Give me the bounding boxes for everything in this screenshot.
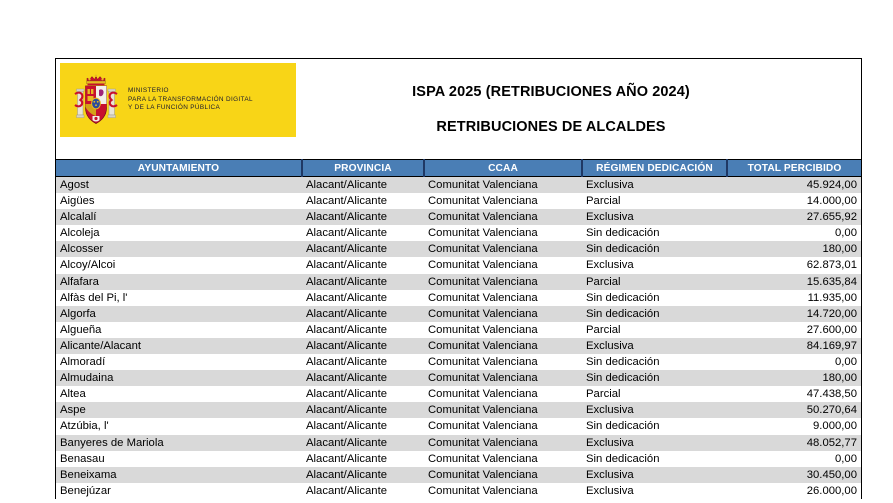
ministry-line-3: Y DE LA FUNCIÓN PÚBLICA — [128, 104, 221, 112]
cell-total-percibido: 180,00 — [727, 370, 861, 386]
cell-regimen-dedicacion: Parcial — [582, 386, 727, 402]
ministry-line-1: MINISTERIO — [128, 87, 169, 95]
column-header-ayuntamiento[interactable]: AYUNTAMIENTO — [56, 160, 302, 177]
cell-provincia: Alacant/Alicante — [302, 177, 424, 194]
cell-regimen-dedicacion: Sin dedicación — [582, 225, 727, 241]
table-row[interactable] — [56, 402, 861, 418]
report-banner — [56, 59, 861, 159]
cell-provincia: Alacant/Alicante — [302, 354, 424, 370]
cell-total-percibido: 0,00 — [727, 225, 861, 241]
table-row[interactable] — [56, 483, 861, 499]
report-titles — [301, 59, 861, 159]
cell-regimen-dedicacion: Sin dedicación — [582, 370, 727, 386]
table-header-row — [56, 160, 861, 177]
cell-total-percibido: 26.000,00 — [727, 483, 861, 499]
cell-provincia: Alacant/Alicante — [302, 370, 424, 386]
cell-total-percibido: 14.720,00 — [727, 306, 861, 322]
cell-ccaa: Comunitat Valenciana — [424, 322, 582, 338]
table-row[interactable] — [56, 467, 861, 483]
cell-ccaa: Comunitat Valenciana — [424, 257, 582, 273]
cell-ccaa: Comunitat Valenciana — [424, 467, 582, 483]
cell-ayuntamiento: Aspe — [56, 402, 302, 418]
cell-ccaa: Comunitat Valenciana — [424, 193, 582, 209]
cell-ccaa: Comunitat Valenciana — [424, 483, 582, 499]
table-row[interactable] — [56, 386, 861, 402]
cell-ccaa: Comunitat Valenciana — [424, 354, 582, 370]
cell-ayuntamiento: Alcalalí — [56, 209, 302, 225]
cell-ayuntamiento: Beneixama — [56, 467, 302, 483]
cell-regimen-dedicacion: Sin dedicación — [582, 354, 727, 370]
cell-provincia: Alacant/Alicante — [302, 193, 424, 209]
cell-provincia: Alacant/Alicante — [302, 386, 424, 402]
cell-total-percibido: 14.000,00 — [727, 193, 861, 209]
report-title-sub: RETRIBUCIONES DE ALCALDES — [436, 118, 666, 135]
cell-provincia: Alacant/Alicante — [302, 306, 424, 322]
cell-total-percibido: 180,00 — [727, 241, 861, 257]
cell-ayuntamiento: Almoradí — [56, 354, 302, 370]
report-sheet — [55, 58, 862, 499]
table-row[interactable] — [56, 290, 861, 306]
spanish-coat-of-arms-icon — [74, 72, 118, 128]
table-row[interactable] — [56, 306, 861, 322]
table-body — [56, 177, 861, 499]
column-header-total-percibido[interactable]: TOTAL PERCIBIDO — [727, 160, 861, 177]
cell-ccaa: Comunitat Valenciana — [424, 338, 582, 354]
cell-ccaa: Comunitat Valenciana — [424, 177, 582, 194]
cell-provincia: Alacant/Alicante — [302, 483, 424, 499]
cell-ayuntamiento: Banyeres de Mariola — [56, 435, 302, 451]
cell-regimen-dedicacion: Exclusiva — [582, 483, 727, 499]
cell-total-percibido: 30.450,00 — [727, 467, 861, 483]
cell-regimen-dedicacion: Exclusiva — [582, 467, 727, 483]
cell-regimen-dedicacion: Sin dedicación — [582, 418, 727, 434]
column-header-ccaa[interactable]: CCAA — [424, 160, 582, 177]
cell-ccaa: Comunitat Valenciana — [424, 418, 582, 434]
report-title-main: ISPA 2025 (RETRIBUCIONES AÑO 2024) — [412, 83, 690, 100]
column-header-provincia[interactable]: PROVINCIA — [302, 160, 424, 177]
column-header-regimen-dedicacion[interactable]: RÉGIMEN DEDICACIÓN — [582, 160, 727, 177]
table-row[interactable] — [56, 225, 861, 241]
cell-ayuntamiento: Algorfa — [56, 306, 302, 322]
cell-ayuntamiento: Alcoleja — [56, 225, 302, 241]
cell-provincia: Alacant/Alicante — [302, 322, 424, 338]
cell-ayuntamiento: Algueña — [56, 322, 302, 338]
cell-regimen-dedicacion: Parcial — [582, 322, 727, 338]
cell-provincia: Alacant/Alicante — [302, 435, 424, 451]
cell-provincia: Alacant/Alicante — [302, 338, 424, 354]
table-row[interactable] — [56, 435, 861, 451]
cell-regimen-dedicacion: Sin dedicación — [582, 451, 727, 467]
cell-regimen-dedicacion: Sin dedicación — [582, 290, 727, 306]
cell-total-percibido: 45.924,00 — [727, 177, 861, 194]
cell-ayuntamiento: Alcoy/Alcoi — [56, 257, 302, 273]
cell-ccaa: Comunitat Valenciana — [424, 386, 582, 402]
retribuciones-table — [56, 159, 861, 499]
cell-total-percibido: 27.655,92 — [727, 209, 861, 225]
table-row[interactable] — [56, 274, 861, 290]
cell-ccaa: Comunitat Valenciana — [424, 209, 582, 225]
cell-ayuntamiento: Almudaina — [56, 370, 302, 386]
table-row[interactable] — [56, 193, 861, 209]
cell-provincia: Alacant/Alicante — [302, 402, 424, 418]
cell-regimen-dedicacion: Exclusiva — [582, 402, 727, 418]
cell-ayuntamiento: Alicante/Alacant — [56, 338, 302, 354]
cell-ccaa: Comunitat Valenciana — [424, 306, 582, 322]
cell-provincia: Alacant/Alicante — [302, 290, 424, 306]
cell-total-percibido: 47.438,50 — [727, 386, 861, 402]
cell-provincia: Alacant/Alicante — [302, 467, 424, 483]
table-row[interactable] — [56, 338, 861, 354]
cell-regimen-dedicacion: Exclusiva — [582, 209, 727, 225]
cell-provincia: Alacant/Alicante — [302, 209, 424, 225]
table-row[interactable] — [56, 322, 861, 338]
cell-provincia: Alacant/Alicante — [302, 274, 424, 290]
cell-provincia: Alacant/Alicante — [302, 257, 424, 273]
cell-ccaa: Comunitat Valenciana — [424, 274, 582, 290]
cell-total-percibido: 15.635,84 — [727, 274, 861, 290]
cell-ayuntamiento: Altea — [56, 386, 302, 402]
table-row[interactable] — [56, 451, 861, 467]
cell-ccaa: Comunitat Valenciana — [424, 451, 582, 467]
table-row[interactable] — [56, 370, 861, 386]
cell-total-percibido: 50.270,64 — [727, 402, 861, 418]
cell-ayuntamiento: Benasau — [56, 451, 302, 467]
table-row[interactable] — [56, 354, 861, 370]
cell-total-percibido: 62.873,01 — [727, 257, 861, 273]
cell-ccaa: Comunitat Valenciana — [424, 241, 582, 257]
cell-regimen-dedicacion: Sin dedicación — [582, 306, 727, 322]
cell-provincia: Alacant/Alicante — [302, 225, 424, 241]
cell-total-percibido: 84.169,97 — [727, 338, 861, 354]
ministry-line-2: PARA LA TRANSFORMACIÓN DIGITAL — [128, 95, 253, 103]
cell-regimen-dedicacion: Exclusiva — [582, 177, 727, 194]
cell-regimen-dedicacion: Sin dedicación — [582, 241, 727, 257]
cell-provincia: Alacant/Alicante — [302, 241, 424, 257]
cell-total-percibido: 27.600,00 — [727, 322, 861, 338]
cell-regimen-dedicacion: Exclusiva — [582, 435, 727, 451]
logo-cell — [56, 59, 301, 159]
cell-ccaa: Comunitat Valenciana — [424, 370, 582, 386]
table-row[interactable] — [56, 209, 861, 225]
cell-ayuntamiento: Alfafara — [56, 274, 302, 290]
ministry-logo — [60, 63, 296, 137]
cell-ayuntamiento: Aigües — [56, 193, 302, 209]
cell-ccaa: Comunitat Valenciana — [424, 435, 582, 451]
cell-ccaa: Comunitat Valenciana — [424, 290, 582, 306]
cell-regimen-dedicacion: Exclusiva — [582, 338, 727, 354]
cell-ayuntamiento: Atzúbia, l' — [56, 418, 302, 434]
cell-ayuntamiento: Alcosser — [56, 241, 302, 257]
table-row[interactable] — [56, 257, 861, 273]
cell-total-percibido: 9.000,00 — [727, 418, 861, 434]
ministry-text-block — [128, 87, 253, 113]
cell-total-percibido: 0,00 — [727, 451, 861, 467]
table-row[interactable] — [56, 241, 861, 257]
cell-total-percibido: 0,00 — [727, 354, 861, 370]
cell-ayuntamiento: Benejúzar — [56, 483, 302, 499]
cell-regimen-dedicacion: Parcial — [582, 274, 727, 290]
table-row[interactable] — [56, 418, 861, 434]
cell-regimen-dedicacion: Exclusiva — [582, 257, 727, 273]
cell-ccaa: Comunitat Valenciana — [424, 225, 582, 241]
cell-total-percibido: 48.052,77 — [727, 435, 861, 451]
table-row[interactable] — [56, 177, 861, 194]
cell-provincia: Alacant/Alicante — [302, 418, 424, 434]
cell-provincia: Alacant/Alicante — [302, 451, 424, 467]
cell-total-percibido: 11.935,00 — [727, 290, 861, 306]
cell-ccaa: Comunitat Valenciana — [424, 402, 582, 418]
cell-ayuntamiento: Alfàs del Pi, l' — [56, 290, 302, 306]
cell-regimen-dedicacion: Parcial — [582, 193, 727, 209]
cell-ayuntamiento: Agost — [56, 177, 302, 194]
